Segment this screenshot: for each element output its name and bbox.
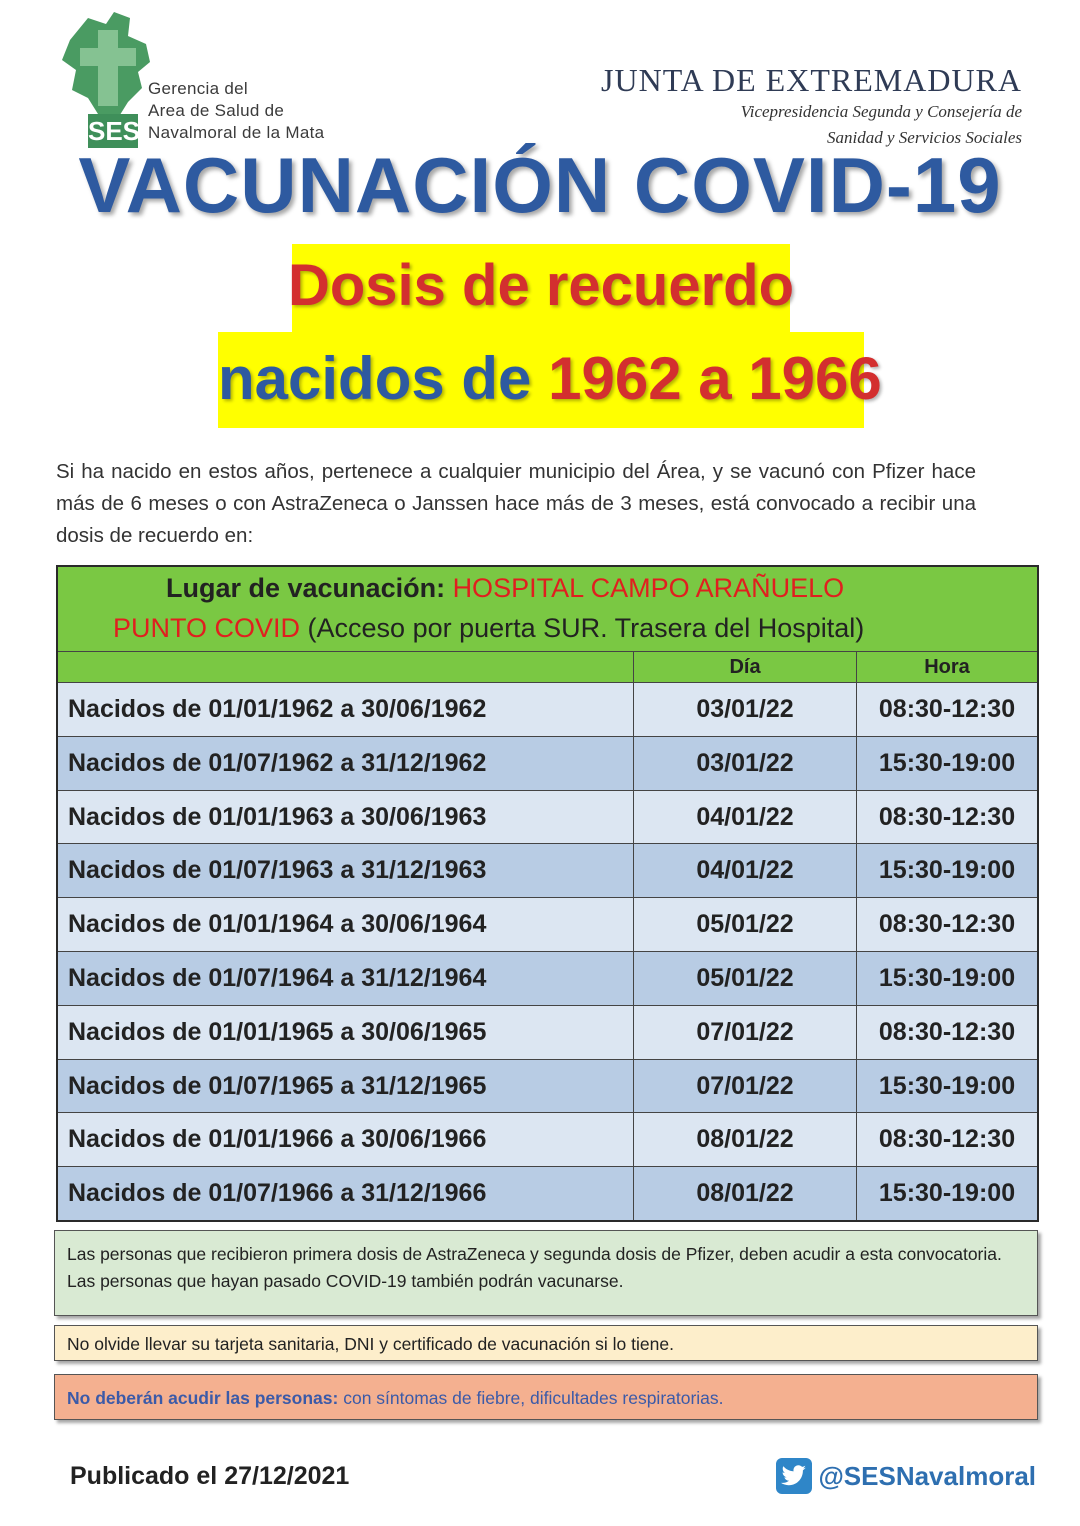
location-value: HOSPITAL CAMPO ARAÑUELO — [452, 573, 845, 603]
column-header-day: Día — [634, 652, 857, 682]
subtitle-years: 1962 a 1966 — [548, 345, 882, 412]
junta-title: JUNTA DE EXTREMADURA — [601, 62, 1022, 98]
hour-cell: 08:30-12:30 — [878, 1125, 1016, 1154]
org-line-1: Gerencia del — [148, 79, 248, 98]
day-cell: 05/01/22 — [634, 898, 857, 951]
day-cell: 04/01/22 — [634, 844, 857, 897]
ses-logo — [58, 10, 358, 145]
table-body — [58, 683, 1037, 1220]
subtitle-line-2-prefix: nacidos de — [218, 345, 549, 412]
published-date: Publicado el 27/12/2021 — [70, 1462, 350, 1490]
hour-cell: 08:30-12:30 — [878, 695, 1016, 723]
table-row — [58, 952, 1037, 1006]
table-column-headers — [58, 652, 1037, 683]
column-header-hour: Hora — [924, 656, 970, 678]
day-cell: 05/01/22 — [634, 952, 857, 1005]
table-row — [58, 737, 1037, 791]
note-do-not-attend-text: con síntomas de fiebre, dificultades respiratorias. — [338, 1388, 724, 1408]
junta-logo — [601, 62, 1022, 151]
day-cell: 03/01/22 — [634, 737, 857, 790]
twitter-bird-icon — [776, 1458, 812, 1494]
table-row — [58, 683, 1037, 737]
org-line-2: Area de Salud de — [148, 101, 285, 120]
note-mixed-vaccination: Las personas que recibieron primera dosis de AstraZeneca y segunda dosis de Pfizer, deben acudir a esta convocatoria. Las personas que hayan pasado COVID-19 también podrán vacunarse. — [54, 1230, 1038, 1316]
birth-range-cell: Nacidos de 01/01/1962 a 30/06/1962 — [58, 683, 634, 736]
day-cell: 03/01/22 — [634, 683, 857, 736]
health-area-name — [148, 78, 324, 144]
table-row — [58, 1113, 1037, 1167]
table-row — [58, 1060, 1037, 1114]
subtitle-line-2 — [218, 344, 882, 413]
hour-cell: 08:30-12:30 — [878, 910, 1016, 939]
org-line-3: Navalmoral de la Mata — [148, 123, 325, 142]
page-title: VACUNACIÓN COVID-19 — [78, 141, 1002, 229]
hour-cell: 08:30-12:30 — [878, 1017, 1016, 1046]
hour-cell: 15:30-19:00 — [878, 1071, 1016, 1100]
birth-range-cell: Nacidos de 01/07/1965 a 31/12/1965 — [58, 1060, 634, 1113]
hour-cell: 15:30-19:00 — [878, 1179, 1016, 1208]
table-row — [58, 1006, 1037, 1060]
twitter-handle[interactable]: @SESNavalmoral — [818, 1460, 1036, 1491]
junta-subtitle-1: Vicepresidencia Segunda y Consejería de — [740, 102, 1022, 121]
twitter-link[interactable] — [776, 1458, 1036, 1494]
table-row — [58, 898, 1037, 952]
note-do-not-attend — [54, 1374, 1038, 1420]
table-row — [58, 844, 1037, 898]
birth-range-cell: Nacidos de 01/07/1966 a 31/12/1966 — [58, 1167, 634, 1220]
day-cell: 07/01/22 — [634, 1060, 857, 1113]
day-cell: 04/01/22 — [634, 791, 857, 844]
ses-badge: SES — [88, 116, 141, 146]
access-note: (Acceso por puerta SUR. Trasera del Hospital) — [300, 613, 865, 643]
birth-range-cell: Nacidos de 01/07/1963 a 31/12/1963 — [58, 844, 634, 897]
hour-cell: 15:30-19:00 — [878, 748, 1016, 777]
day-cell: 08/01/22 — [634, 1113, 857, 1166]
hour-cell: 15:30-19:00 — [878, 963, 1016, 992]
birth-range-cell: Nacidos de 01/01/1965 a 30/06/1965 — [58, 1006, 634, 1059]
extremadura-map-icon — [58, 10, 158, 120]
junta-subtitle-2: Sanidad y Servicios Sociales — [827, 128, 1022, 147]
subtitle-line-1: Dosis de recuerdo — [287, 253, 795, 318]
location-line — [166, 573, 844, 604]
location-label: Lugar de vacunación: — [166, 573, 453, 603]
table-row — [58, 1167, 1037, 1220]
table-row — [58, 791, 1037, 845]
access-line — [113, 613, 864, 644]
birth-range-cell: Nacidos de 01/01/1963 a 30/06/1963 — [58, 791, 634, 844]
schedule-table — [56, 565, 1039, 1222]
hour-cell: 15:30-19:00 — [878, 856, 1016, 885]
intro-paragraph: Si ha nacido en estos años, pertenece a cualquier municipio del Área, y se vacunó con Pfizer hace más de 6 meses o con AstraZeneca o Janssen hace más de 3 meses, está convocado a recibir una dosis de recuerdo en: — [56, 460, 976, 547]
day-cell: 08/01/22 — [634, 1167, 857, 1220]
punto-covid-label: PUNTO COVID — [113, 613, 301, 643]
hour-cell: 08:30-12:30 — [878, 802, 1016, 831]
note-bring-documents: No olvide llevar su tarjeta sanitaria, DNI y certificado de vacunación si lo tiene. — [54, 1325, 1038, 1361]
birth-range-cell: Nacidos de 01/07/1964 a 31/12/1964 — [58, 952, 634, 1005]
birth-range-cell: Nacidos de 01/07/1962 a 31/12/1962 — [58, 737, 634, 790]
column-header-group — [58, 652, 634, 682]
birth-range-cell: Nacidos de 01/01/1964 a 30/06/1964 — [58, 898, 634, 951]
birth-range-cell: Nacidos de 01/01/1966 a 30/06/1966 — [58, 1113, 634, 1166]
note-do-not-attend-label: No deberán acudir las personas: — [67, 1388, 339, 1408]
table-location-header — [58, 567, 1037, 652]
day-cell: 07/01/22 — [634, 1006, 857, 1059]
